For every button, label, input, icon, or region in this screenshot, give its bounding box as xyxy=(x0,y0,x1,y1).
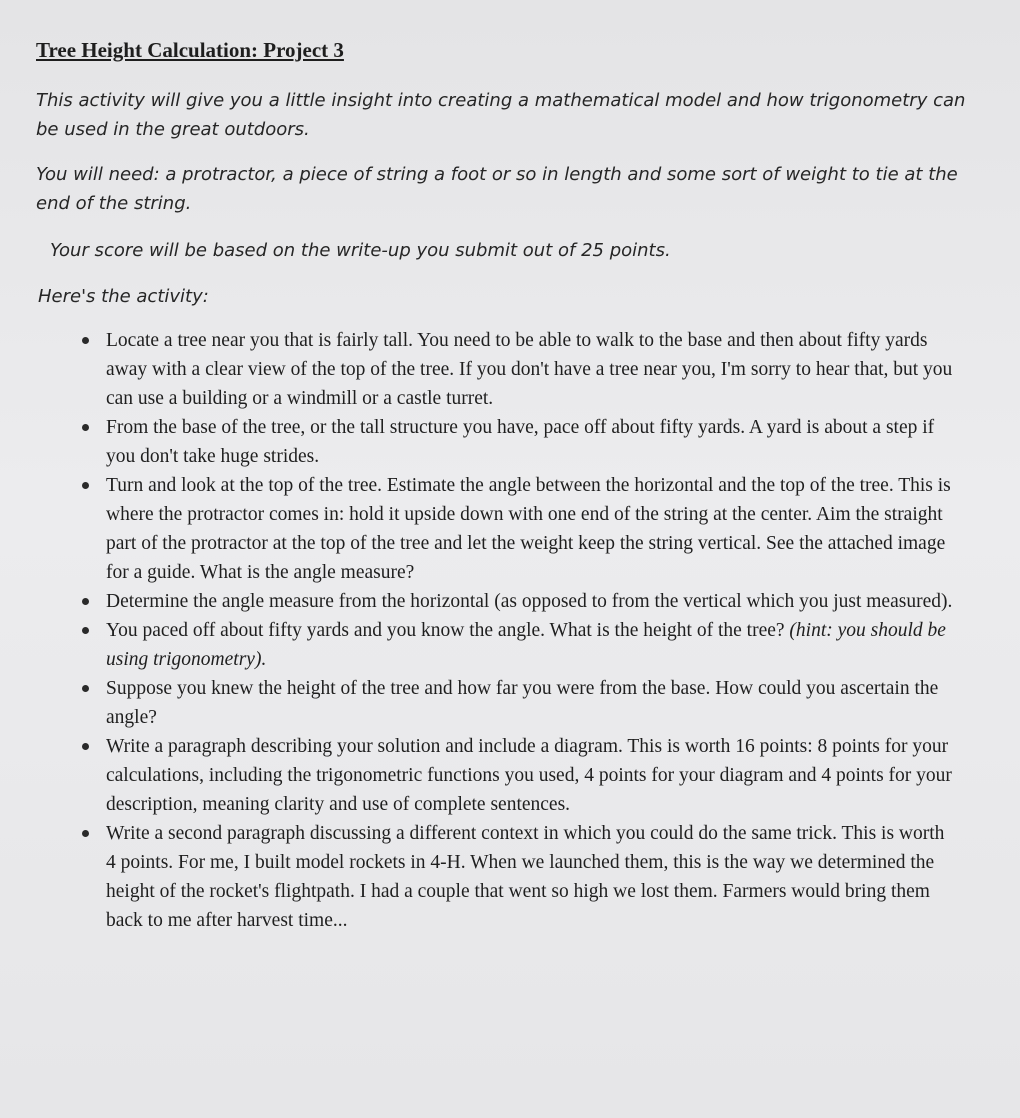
bullet-icon xyxy=(82,424,89,431)
list-item xyxy=(106,732,956,819)
step-text: From the base of the tree, or the tall structure you have, pace off about fifty yards. A yard is about a step if you don't take huge strides. xyxy=(106,417,935,467)
materials-paragraph: You will need: a protractor, a piece of string a foot or so in length and some sort of weight to tie at the end of the string. xyxy=(36,164,958,214)
intro-paragraph: This activity will give you a little insight into creating a mathematical model and how trigonometry can be used in the great outdoors. xyxy=(36,90,966,140)
list-item xyxy=(106,674,956,732)
step-text: Locate a tree near you that is fairly tall. You need to be able to walk to the base and then about fifty yards away with a clear view of the top of the tree. If you don't have a tree near you, I'm sorry to hear that, but you can use a building or a windmill or a castle turret. xyxy=(106,330,953,409)
bullet-icon xyxy=(82,598,89,605)
step-text: Suppose you knew the height of the tree and how far you were from the base. How could you ascertain the angle? xyxy=(106,678,939,728)
step-text: Write a second paragraph discussing a different context in which you could do the same trick. This is worth 4 points. For me, I built model rockets in 4-H. When we launched them, this is the way we determined the height of the rocket's flightpath. I had a couple that went so high we lost them. Farmers would bring them back to me after harvest time... xyxy=(106,823,945,931)
list-item xyxy=(106,413,956,471)
list-item xyxy=(106,616,956,674)
bullet-icon xyxy=(82,685,89,692)
step-text: Determine the angle measure from the horizontal (as opposed to from the vertical which you just measured). xyxy=(106,591,953,612)
bullet-icon xyxy=(82,743,89,750)
list-item xyxy=(106,471,956,587)
list-item xyxy=(106,326,956,413)
step-text: Write a paragraph describing your solution and include a diagram. This is worth 16 points: 8 points for your calculations, including the trigonometric functions you used, 4 points for your diagram and 4 points for your description, meaning clarity and use of complete sentences. xyxy=(106,736,952,815)
activity-intro: Here's the activity: xyxy=(38,286,209,307)
bullet-icon xyxy=(82,337,89,344)
document-title: Tree Height Calculation: Project 3 xyxy=(36,38,344,62)
step-text: You paced off about fifty yards and you know the angle. What is the height of the tree? xyxy=(106,620,785,641)
step-text: Turn and look at the top of the tree. Estimate the angle between the horizontal and the top of the tree. This is where the protractor comes in: hold it upside down with one end of the string at the center. Aim the straight part of the protractor at the top of the tree and let the weight keep the string vertical. See the attached image for a guide. What is the angle measure? xyxy=(106,475,951,583)
score-paragraph: Your score will be based on the write-up you submit out of 25 points. xyxy=(50,240,671,261)
bullet-icon xyxy=(82,627,89,634)
bullet-icon xyxy=(82,482,89,489)
bullet-icon xyxy=(82,830,89,837)
step-hint: (hint: you should be using trigonometry). xyxy=(106,620,946,670)
list-item xyxy=(106,587,956,616)
activity-steps-list xyxy=(106,326,956,935)
list-item xyxy=(106,819,956,935)
